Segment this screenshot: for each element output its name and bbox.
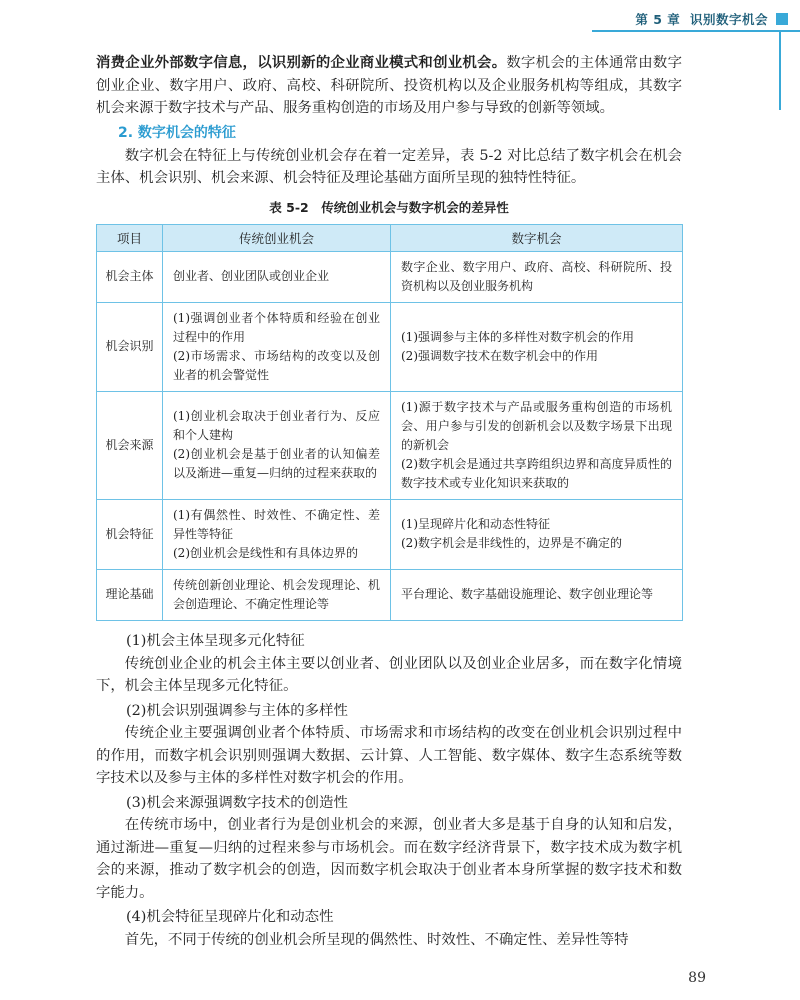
point-heading: (3)机会来源强调数字技术的创造性: [126, 794, 348, 811]
cell-line: (2)强调数字技术在数字机会中的作用: [401, 348, 598, 363]
point-paragraph: 首先，不同于传统的创业机会所呈现的偶然性、时效性、不确定性、差异性等特: [124, 931, 629, 948]
point-heading: (4)机会特征呈现碎片化和动态性: [126, 909, 334, 925]
cell-line: (1)源于数字技术与产品或服务重构创造的市场机会、用户参与引发的创新机会以及数字场景下出现的新机会: [401, 399, 672, 452]
header-square-mark: [776, 13, 788, 25]
cell-line: (2)创业机会是线性和有具体边界的: [173, 545, 358, 560]
point-heading: (1)机会主体呈现多元化特征: [126, 633, 305, 649]
cell-line: (1)创业机会取决于创业者行为、反应和个人建构: [173, 409, 380, 442]
header-item: 项目: [97, 224, 163, 251]
row-label: 理论基础: [97, 569, 163, 620]
table-row: [97, 499, 683, 569]
comparison-table: [96, 224, 683, 621]
page-number: 89: [688, 970, 706, 986]
traditional-cell: [163, 499, 391, 569]
lower-body: [96, 628, 682, 951]
row-label: 机会特征: [97, 499, 163, 569]
cell-line: (2)创业机会是基于创业者的认知偏差以及渐进—重复—归纳的过程来获取的: [173, 447, 380, 480]
table-header-row: [97, 224, 683, 251]
cell-line: 传统创新创业理论、机会发现理论、机会创造理论、不确定性理论等: [173, 577, 380, 611]
table-row: [97, 302, 683, 391]
point-paragraph: 传统创业企业的机会主体主要以创业者、创业团队以及创业企业居多，而在数字化情境下，机会主体呈现多元化特征。: [96, 655, 682, 694]
traditional-cell: [163, 302, 391, 391]
traditional-cell: [163, 391, 391, 499]
intro-rest-text: 数字机会的主体通常由数字创业企业、数字用户、政府、高校、科研院所、投资机构以及企业服务机构等组成，其数字机会来源于数字技术与产品、服务重构创造的市场及用户参与导致的创新等领域。: [96, 55, 682, 116]
intro-paragraph: [96, 52, 682, 120]
upper-body: [96, 52, 682, 621]
cell-line: 平台理论、数字基础设施理论、数字创业理论等: [401, 587, 654, 601]
running-header: [592, 8, 800, 30]
cell-line: 创业者、创业团队或创业企业: [173, 269, 330, 283]
header-traditional: 传统创业机会: [163, 224, 391, 251]
row-label: 机会来源: [97, 391, 163, 499]
cell-line: (1)呈现碎片化和动态性特征: [401, 517, 550, 531]
row-label: 机会主体: [97, 251, 163, 302]
row-label: 机会识别: [97, 302, 163, 391]
traditional-cell: [163, 251, 391, 302]
point-paragraph: 在传统市场中，创业者行为是创业机会的来源，创业者大多是基于自身的认知和启发，通过渐进—重复—归纳的过程来参与市场机会。而在数字经济背景下，数字技术成为数字机会的来源，推动了数字机会的创造，因而数字机会取决于创业者本身所掌握的数字技术和数字能力。: [96, 817, 682, 901]
cell-line: (1)有偶然性、时效性、不确定性、差异性等特征: [173, 507, 380, 541]
cell-line: (2)数字机会是非线性的，边界是不确定的: [401, 536, 622, 550]
digital-cell: [391, 499, 683, 569]
digital-cell: [391, 569, 683, 620]
point-paragraph: 传统企业主要强调创业者个体特质、市场需求和市场结构的改变在创业机会识别过程中的作用，而数字机会识别则强调大数据、云计算、人工智能、数字媒体、数字生态系统等数字技术以及参与主体的多样性对数字机会的作用。: [96, 725, 682, 786]
section-heading: 2. 数字机会的特征: [118, 124, 236, 141]
header-digital: 数字机会: [391, 224, 683, 251]
section-paragraph: 数字机会在特征上与传统创业机会存在着一定差异，表 5-2 对比总结了数字机会在机会主体、机会识别、机会来源、机会特征及理论基础方面所呈现的独特性特征。: [96, 147, 682, 186]
chapter-title: 识别数字机会: [689, 12, 768, 27]
header-rule-horizontal: [592, 30, 800, 32]
table-row: [97, 251, 683, 302]
intro-bold-text: 消费企业外部数字信息，以识别新的企业商业模式和创业机会。: [96, 54, 507, 71]
header-rule-vertical: [779, 30, 781, 110]
digital-cell: [391, 391, 683, 499]
point-heading: (2)机会识别强调参与主体的多样性: [126, 702, 348, 719]
cell-line: (2)数字机会是通过共享跨组织边界和高度异质性的数字技术或专业化知识来获取的: [401, 456, 672, 490]
cell-line: (1)强调参与主体的多样性对数字机会的作用: [401, 329, 634, 344]
traditional-cell: [163, 569, 391, 620]
table-row: [97, 569, 683, 620]
digital-cell: [391, 302, 683, 391]
cell-line: (1)强调创业者个体特质和经验在创业过程中的作用: [173, 310, 380, 344]
cell-line: (2)市场需求、市场结构的改变以及创业者的机会警觉性: [173, 348, 380, 382]
chapter-number: 第 5 章: [635, 12, 681, 27]
running-header-text: [592, 10, 776, 28]
table-caption: 表 5-2 传统创业机会与数字机会的差异性: [269, 199, 509, 215]
table-row: [97, 391, 683, 499]
digital-cell: [391, 251, 683, 302]
cell-line: 数字企业、数字用户、政府、高校、科研院所、投资机构以及创业服务机构: [401, 259, 672, 293]
